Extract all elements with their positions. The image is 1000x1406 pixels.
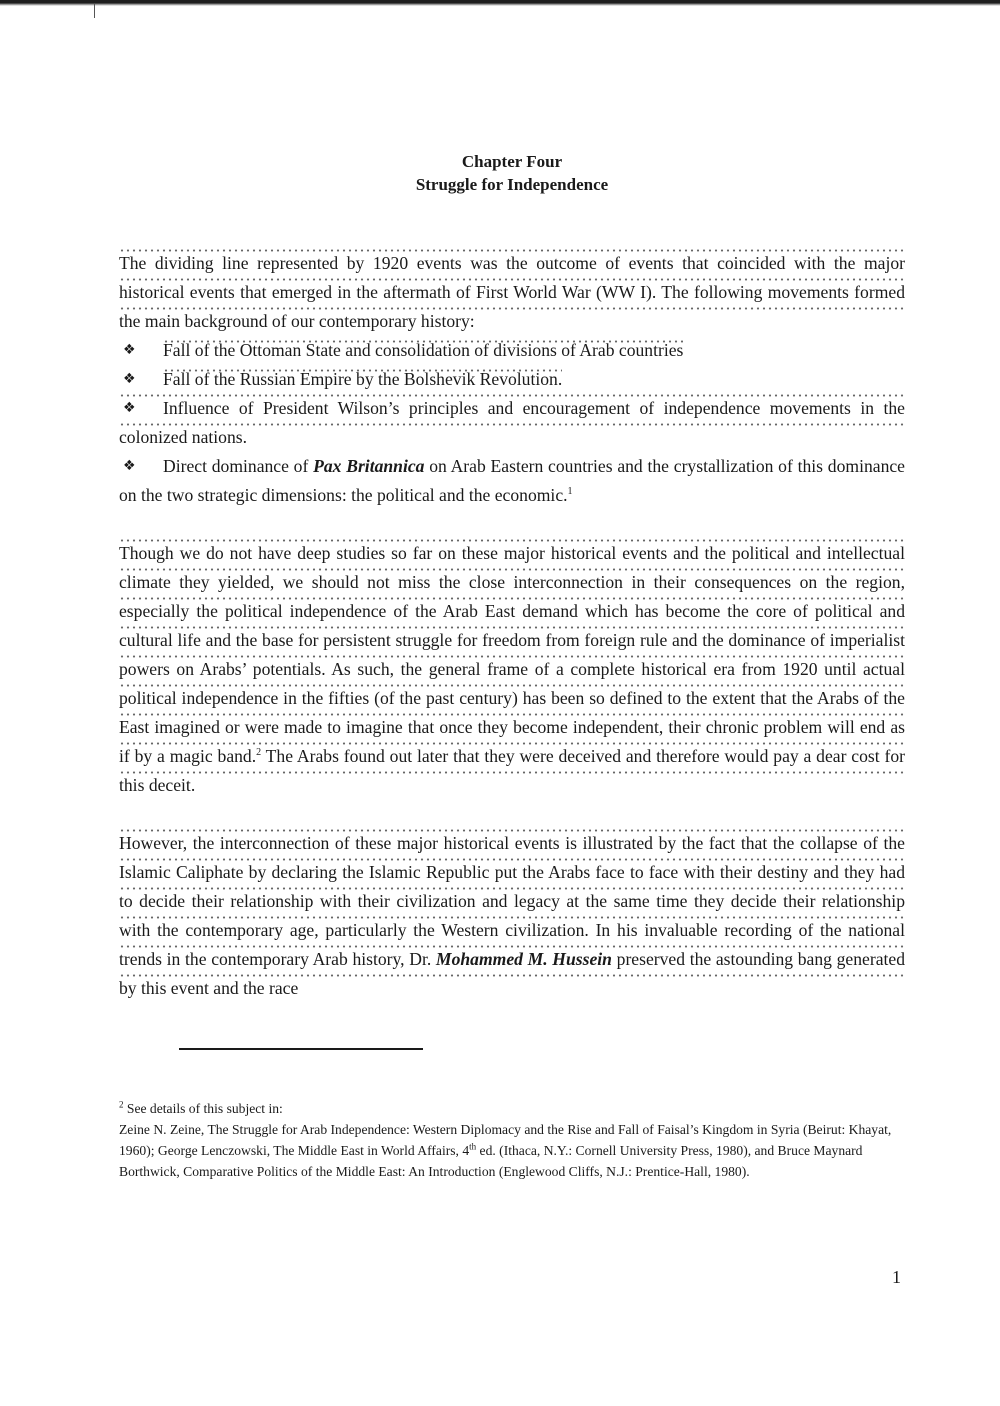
bullet-item-1	[119, 336, 905, 365]
footnote-ordinal: th	[469, 1141, 477, 1152]
footnote-body	[119, 1119, 905, 1182]
diamond-bullet-icon: ❖	[123, 371, 136, 387]
scan-mark	[94, 4, 95, 18]
paragraph-3	[119, 829, 905, 1003]
page-number: 1	[892, 1267, 901, 1287]
chapter-number: Chapter Four	[461, 152, 563, 171]
bullet-text: Influence of President Wilson’s principles and encouragement of independence movements in the colonized nations.	[119, 398, 905, 447]
bullet-item-2	[119, 365, 905, 394]
emphasis-author-name: Mohammed M. Hussein	[435, 949, 612, 969]
footnote-ref-2: 2	[256, 747, 262, 759]
bullet-text: Direct dominance of	[163, 456, 314, 476]
paragraph-2	[119, 539, 905, 800]
footnote-separator	[179, 1048, 423, 1050]
footnote-heading	[119, 1098, 905, 1119]
footnote-marker: 2	[119, 1099, 124, 1110]
paragraph-2-text-cont: The Arabs found out later that they were deceived and therefore would pay a dear cost for this deceit.	[119, 746, 905, 795]
bullet-text: Fall of the Ottoman State and consolidation of divisions of Arab countries	[163, 340, 684, 360]
footnote-block	[119, 1098, 905, 1182]
footnote-body-text-cont: ed. (Ithaca, N.Y.: Cornell University Press, 1980), and Bruce Maynard Borthwick, Comparative Politics of the Middle East: An Introduction (Englewood Cliffs, N.J.: Prentice-Hall, 1980).	[119, 1143, 863, 1179]
footnote-body-text: Zeine N. Zeine, The Struggle for Arab Independence: Western Diplomacy and the Rise and Fall of Faisal’s Kingdom in Syria (Beirut: Khayat, 1960); George Lenczowski, The Middle East in World Affairs, 4	[119, 1122, 892, 1158]
paragraph-2-text: Though we do not have deep studies so far on these major historical events and the political and intellectual climate they yielded, we should not miss the close interconnection in their consequences on the region, especially the political independence of the Arab East demand which has become the core of political and cultural life and the base for persistent struggle for freedom from foreign rule and the dominance of imperialist powers on Arabs’ potentials. As such, the general frame of a complete historical era from 1920 until actual political independence in the fifties (of the past century) has been so defined to the extent that the Arabs of the East imagined or were made to imagine that once they become independent, their chronic problem will end as if by a magic band.	[119, 543, 905, 766]
diamond-bullet-icon: ❖	[123, 342, 136, 358]
chapter-title: Struggle for Independence	[415, 175, 609, 194]
emphasis-pax-britannica: Pax Britannica	[313, 456, 425, 476]
bullet-item-4	[119, 452, 905, 510]
bullet-text: Fall of the Russian Empire by the Bolshevik Revolution.	[163, 369, 563, 389]
chapter-heading	[119, 150, 905, 196]
diamond-bullet-icon: ❖	[123, 400, 136, 416]
footnote-heading-text: See details of this subject in:	[123, 1101, 283, 1116]
diamond-bullet-icon: ❖	[123, 458, 136, 474]
intro-paragraph: The dividing line represented by 1920 events was the outcome of events that coincided with the major historical events that emerged in the aftermath of First World War (WW I). The following movements formed the main background of our contemporary history:	[119, 249, 905, 336]
page-body	[119, 150, 905, 1003]
paragraph-3-text-cont: preserved the astounding bang generated by this event and the race	[119, 949, 906, 998]
paragraph-3-text: However, the interconnection of these major historical events is illustrated by the fact that the collapse of the Islamic Caliphate by declaring the Islamic Republic put the Arabs face to face with their destiny and they had to decide their relationship with their civilization and legacy at the same time they decide their relationship with the contemporary age, particularly the Western civilization. In his invaluable recording of the national trends in the contemporary Arab history, Dr.	[119, 833, 905, 969]
footnote-ref-1: 1	[567, 486, 573, 498]
bullet-text-cont: on Arab Eastern countries and the crystallization of this dominance on the two strategic dimensions: the political and the economic.	[119, 456, 905, 505]
bullet-item-3	[119, 394, 905, 452]
scan-top-edge	[0, 0, 1000, 6]
